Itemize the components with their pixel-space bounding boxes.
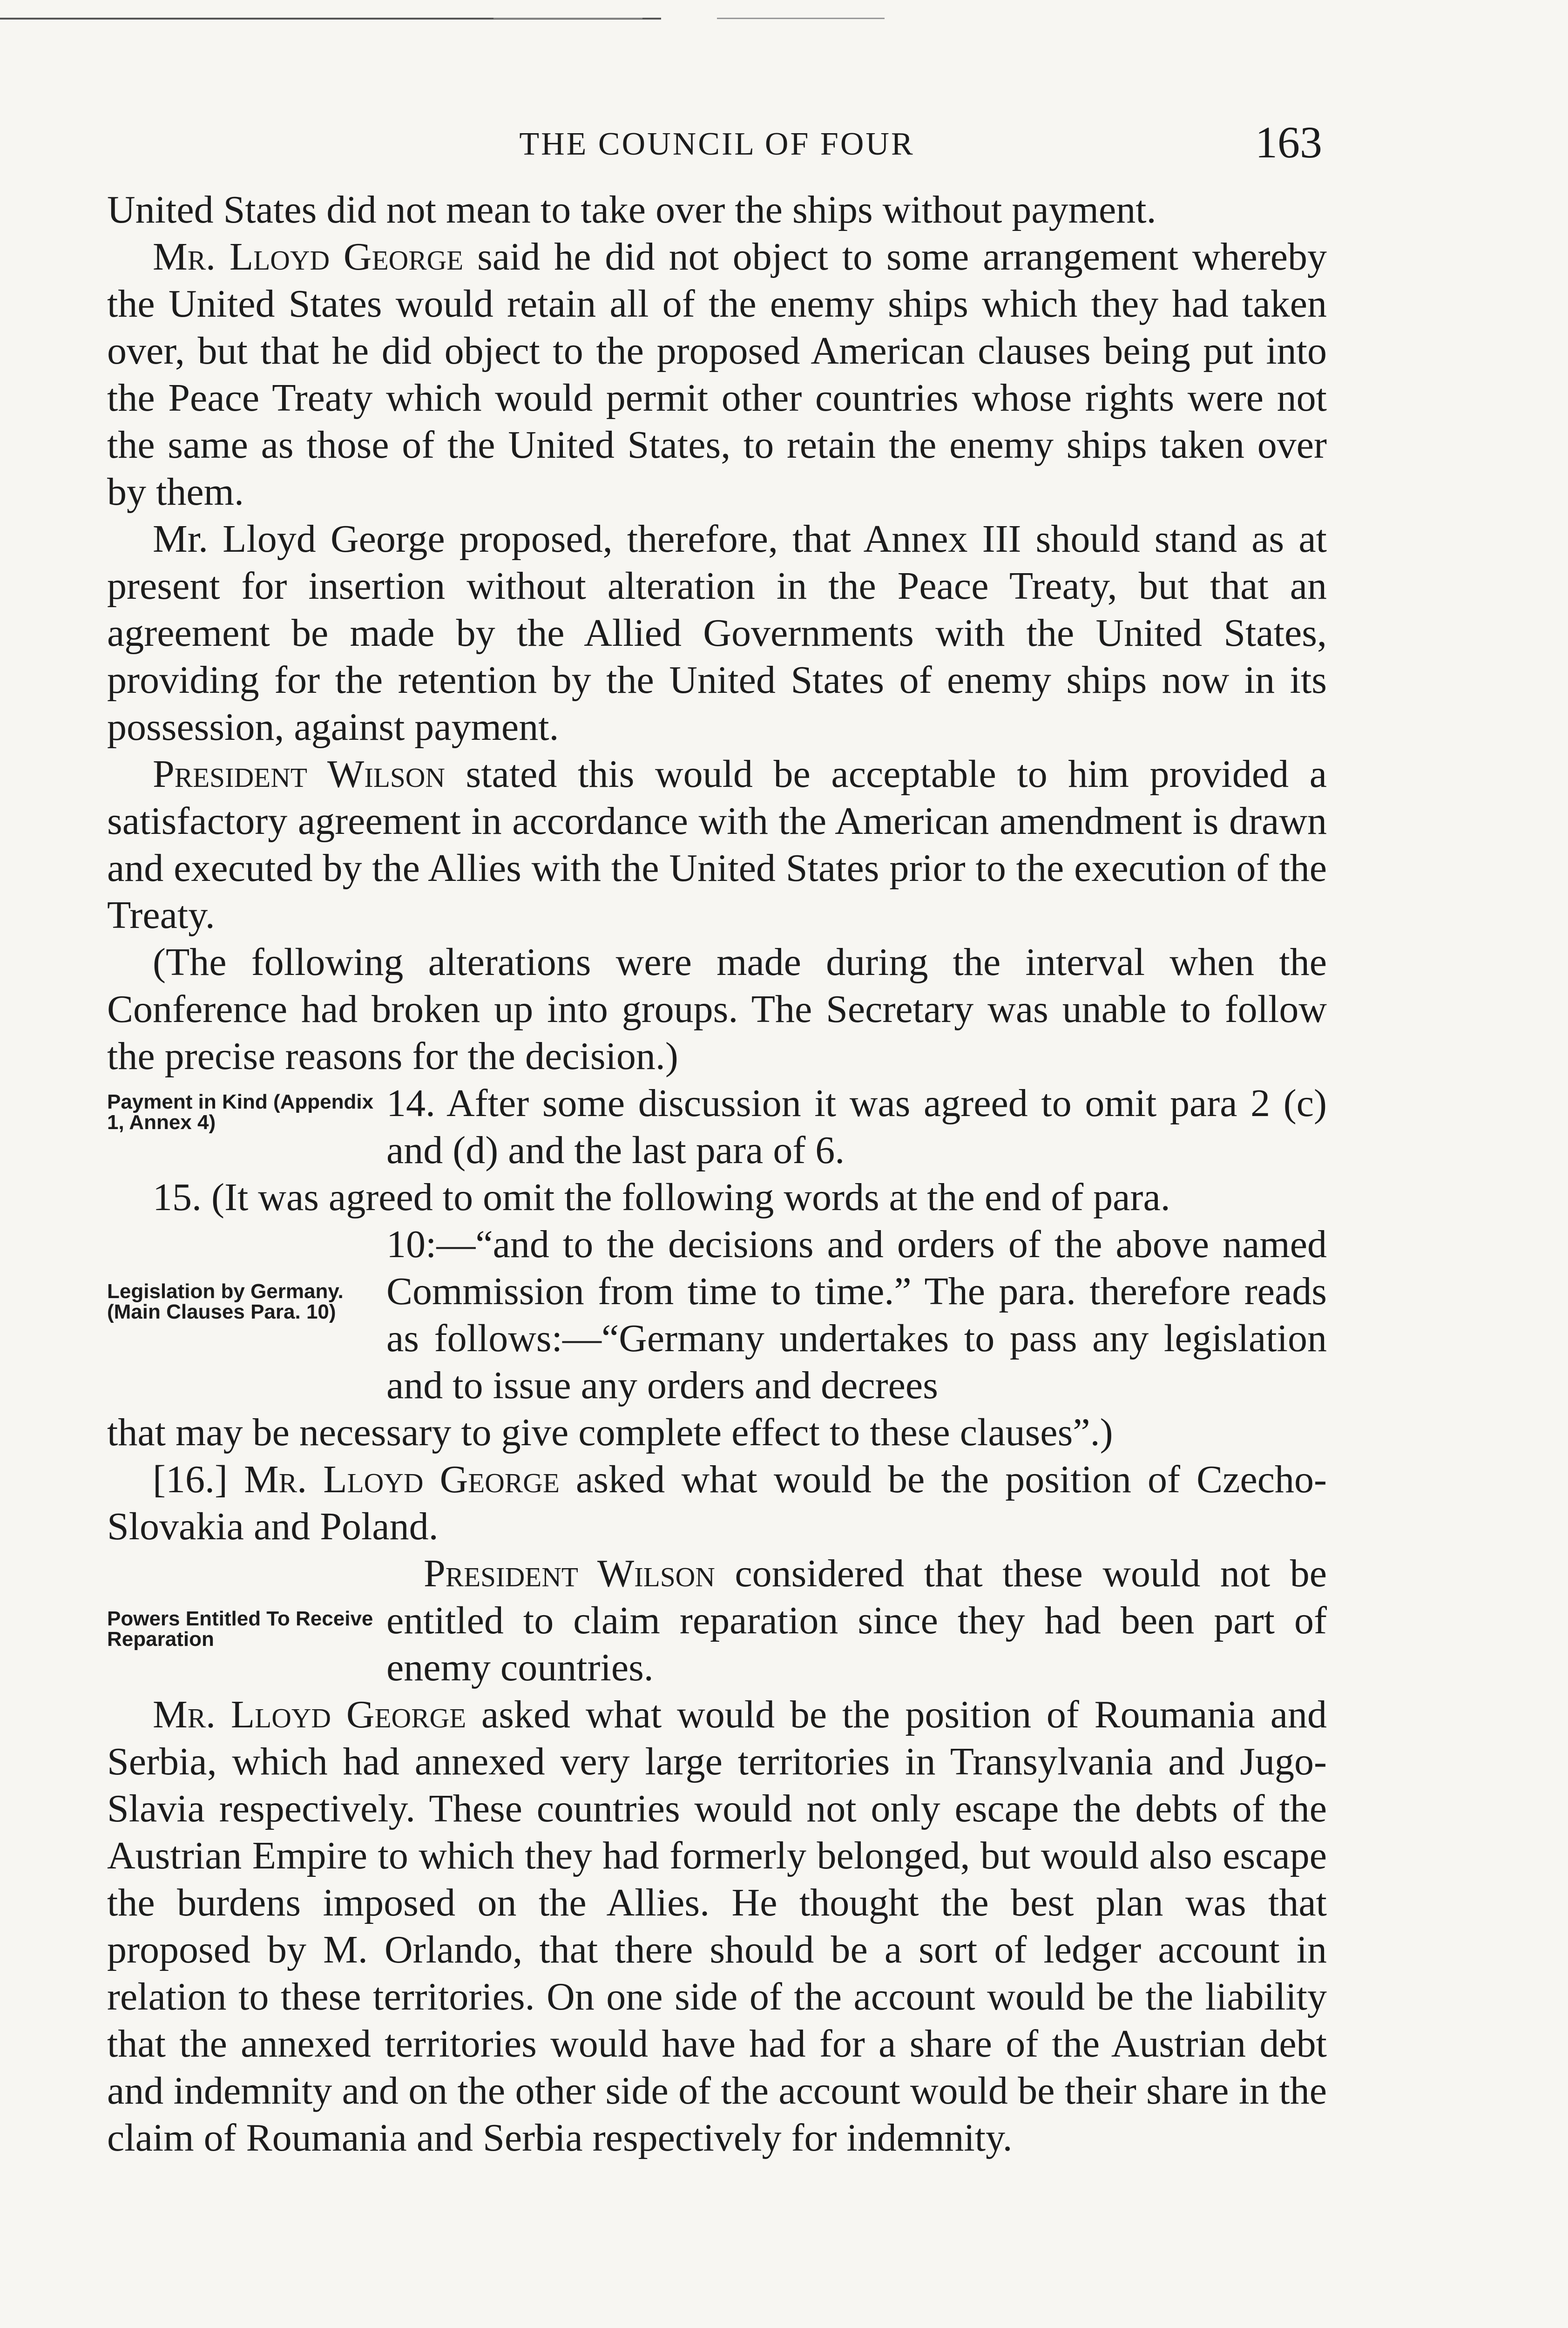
paragraph: Mr. Lloyd George proposed, therefore, that Annex III should stand as at present for insertion without alteration in the Peace Treaty, but that an agreement be made by the Allied Governments with the United States, providing for the retention by the United States of enemy ships now in its possession, against payment. (107, 517, 1327, 749)
item-number: [16.] (153, 1458, 244, 1501)
running-head: THE COUNCIL OF FOUR (519, 126, 915, 162)
item-17 (107, 1550, 1327, 1691)
speaker-name: Mr. Lloyd George (153, 1693, 466, 1736)
paragraph (386, 1550, 1327, 1691)
speaker-name: Mr. Lloyd George (153, 235, 464, 278)
side-note-payment: Payment in Kind (Appendix 1, Annex 4) (107, 1090, 374, 1134)
page-header (107, 116, 1327, 186)
paragraph: (The following alterations were made during the interval when the Conference had broken up into groups. The Secretary was unable to follow the precise reasons for the decision.) (107, 941, 1327, 1078)
paragraph: that may be necessary to give complete effect to these clauses”.) (107, 1411, 1113, 1454)
page (107, 116, 1327, 2161)
side-note-powers: Powers Entitled To Receive Reparation (107, 1607, 373, 1651)
speaker-name: Mr. Lloyd George (244, 1458, 560, 1501)
page-number: 163 (1255, 117, 1322, 167)
paragraph: 10:—“and to the decisions and orders of the above named Commission from time to time.” The para. therefore reads as follows:—“Germany undertakes to pass any legislation and to issue any orders and decrees (386, 1223, 1327, 1407)
paragraph-text: stated this would be acceptable to him provided a satisfactory agreement in accordance with the American amendment is drawn and executed by the Allies with the United States prior to the execution of the Treaty. (107, 752, 1327, 937)
paragraph (107, 233, 1327, 515)
paragraph (107, 1456, 1327, 1550)
paragraph (107, 1691, 1327, 2161)
paragraph: 15. (It was agreed to omit the following words at the end of para. (153, 1176, 1170, 1219)
paragraph: 14. After some discussion it was agreed to omit para 2 (c) and (d) and the last para of 6. (386, 1082, 1327, 1172)
item-14 (107, 1080, 1327, 1174)
paragraph-text: asked what would be the position of Czecho-Slovakia and Poland. (107, 1458, 1327, 1548)
paragraph: United States did not mean to take over the ships without payment. (107, 188, 1156, 231)
paragraph-text: considered that these would not be entitled to claim reparation since they had been part of enemy countries. (386, 1552, 1327, 1689)
top-rule (493, 18, 642, 19)
side-note-legislation: Legislation by Germany. (Main Clauses Para. 10) (107, 1280, 344, 1323)
paragraph-text: said he did not object to some arrangement whereby the United States would retain all of the enemy ships which they had taken over, but that he did object to the proposed American clauses being put into the Peace Treaty which would permit other countries whose rights were not the same as those of the United States, to retain the enemy ships taken over by them. (107, 235, 1327, 514)
item-15 (107, 1221, 1327, 1409)
paragraph (107, 751, 1327, 939)
top-rule (717, 18, 885, 19)
speaker-name: President Wilson (424, 1552, 715, 1595)
speaker-name: President Wilson (153, 752, 445, 796)
paragraph-text: asked what would be the position of Roumania and Serbia, which had annexed very large territories in Transylvania and Jugo-Slavia respectively. These countries would not only escape the debts of the Austrian Empire to which they had formerly belonged, but would also escape the burdens imposed on the Allies. He thought the best plan was that proposed by M. Orlando, that there should be a sort of ledger account in relation to these territories. On one side of the account would be the liability that the annexed territories would have had for a share of the Austrian debt and indemnity and on the other side of the account would be their share in the claim of Roumania and Serbia respectively for indemnity. (107, 1693, 1327, 2159)
